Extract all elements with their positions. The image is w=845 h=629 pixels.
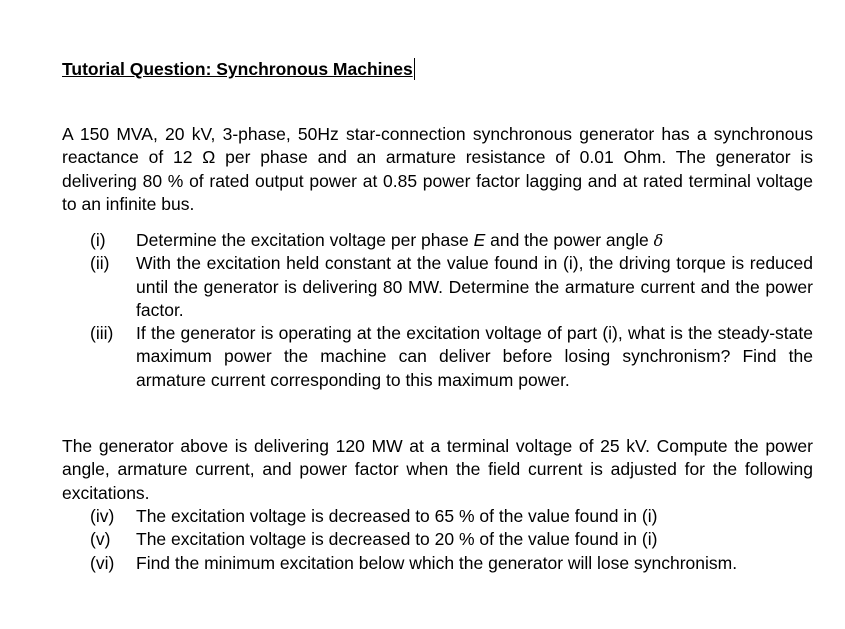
question-text [136, 229, 813, 252]
question-item [62, 552, 813, 575]
title-text: Tutorial Question: Synchronous Machines [62, 59, 413, 79]
question-text: If the generator is operating at the excitation voltage of part (i), what is the steady-state maximum power the machine can deliver before losing synchronism? Find the armature current corresponding to this maximum power. [136, 323, 813, 390]
question-list-part-2 [62, 505, 813, 575]
question-text: The excitation voltage is decreased to 20 % of the value found in (i) [136, 529, 658, 550]
question-text: The excitation voltage is decreased to 65 % of the value found in (i) [136, 506, 658, 526]
second-problem-paragraph: The generator above is delivering 120 MW at a terminal voltage of 25 kV. Compute the power angle, armature current, and power factor when the field current is adjusted for the following excitations. [62, 436, 813, 503]
question-number: (iv) [90, 506, 115, 526]
question-number: (v) [90, 529, 111, 550]
question-item [62, 528, 813, 551]
question-text: Find the minimum excitation below which the generator will lose synchronism. [136, 552, 738, 573]
variable-delta: δ [653, 231, 664, 250]
question-item [62, 322, 813, 392]
question-item [62, 505, 813, 528]
question-number: (i) [90, 230, 106, 250]
question-item [62, 252, 813, 322]
question-list-part-1 [62, 229, 813, 392]
question-number: (ii) [90, 253, 110, 274]
question-text-part: Determine the excitation voltage per phase [136, 230, 474, 250]
question-item [62, 229, 813, 252]
document-title [62, 58, 415, 80]
problem-statement-paragraph: A 150 MVA, 20 kV, 3-phase, 50Hz star-connection synchronous generator has a synchronous reactance of 12 Ω per phase and an armature resistance of 0.01 Ohm. The generator is delivering 80 % of rated output power at 0.85 power factor lagging and at rated terminal voltage to an infinite bus. [62, 124, 813, 214]
variable-e: E [473, 230, 486, 250]
question-number: (iii) [90, 323, 114, 344]
question-text-part: and the power angle [485, 230, 654, 250]
text-cursor [414, 58, 415, 80]
question-text: With the excitation held constant at the value found in (i), the driving torque is reduced until the generator is delivering 80 MW. Determine the armature current and the power factor. [136, 253, 813, 320]
question-number: (vi) [90, 552, 115, 573]
